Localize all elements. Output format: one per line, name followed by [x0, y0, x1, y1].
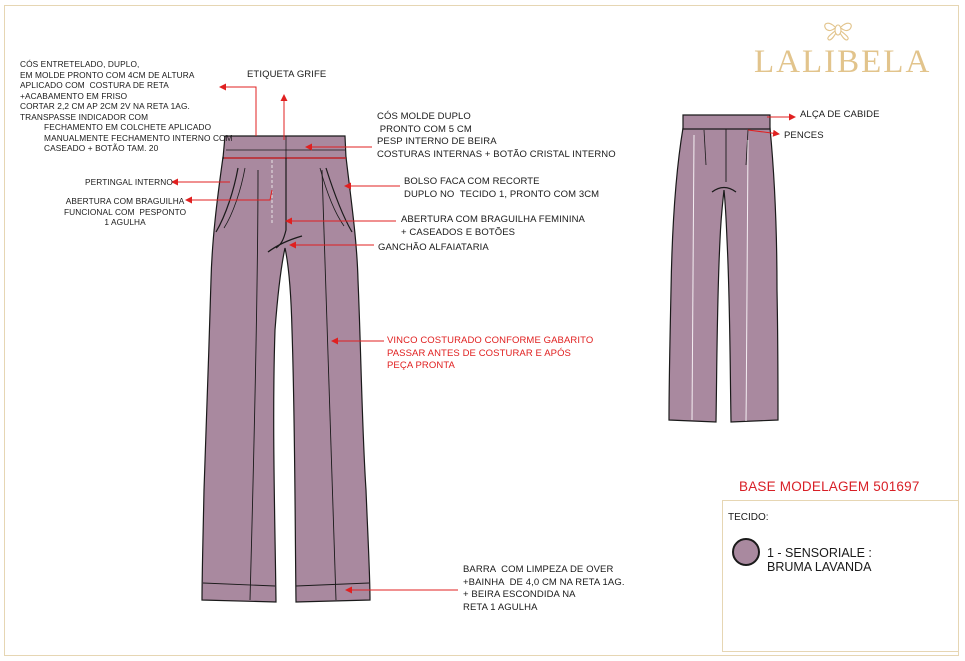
front-pants — [202, 136, 370, 602]
fabric-label: TECIDO: — [728, 512, 769, 523]
annotation-alca-cabide: ALÇA DE CABIDE — [800, 109, 880, 120]
bee-icon — [825, 23, 852, 40]
fabric-box — [722, 500, 959, 652]
back-waistband — [683, 115, 770, 129]
base-modelagem-title: BASE MODELAGEM 501697 — [739, 479, 920, 494]
annotation-pences: PENCES — [784, 130, 824, 141]
back-pants — [669, 115, 778, 422]
back-pants-body — [669, 128, 778, 422]
annotation-etiqueta-grife: ETIQUETA GRIFE — [247, 69, 327, 80]
fabric-name: 1 - SENSORIALE : BRUMA LAVANDA — [767, 546, 872, 574]
annotation-barra: BARRA COM LIMPEZA DE OVER +BAINHA DE 4,0 CM NA RETA 1AG. + BEIRA ESCONDIDA NA RETA 1 AGULHA — [463, 564, 625, 613]
annotation-abertura-braguilha-funcional: ABERTURA COM BRAGUILHA FUNCIONAL COM PESPONTO 1 AGULHA — [64, 196, 187, 227]
annotation-cos-entretelado: CÓS ENTRETELADO, DUPLO, EM MOLDE PRONTO COM 4CM DE ALTURA APLICADO COM COSTURA DE RETA +ACABAMENTO EM FRISO CORTAR 2,2 CM AP 2CM 2V NA RETA 1AG. TRANSPASSE INDICADOR COM FECHAMENTO EM COLCHETE APLICADO MANUALMENTE FECHAMENTO INTERNO COM CASEADO + BOTÃO TAM. 20 — [20, 59, 233, 153]
annotation-pertingal-interno: PERTINGAL INTERNO — [85, 177, 173, 187]
fabric-swatch — [732, 538, 760, 566]
annotation-ganchao: GANCHÃO ALFAIATARIA — [378, 242, 489, 253]
annotation-cos-molde-duplo: CÓS MOLDE DUPLO PRONTO COM 5 CM PESP INTERNO DE BEIRA COSTURAS INTERNAS + BOTÃO CRISTAL INTERNO — [377, 111, 616, 160]
annotation-bolso-faca: BOLSO FACA COM RECORTE DUPLO NO TECIDO 1, PRONTO COM 3CM — [404, 176, 600, 200]
annotation-vinco: VINCO COSTURADO CONFORME GABARITO PASSAR ANTES DE COSTURAR E APÓS PEÇA PRONTA — [387, 335, 594, 371]
brand-logo-text: LALIBELA — [754, 44, 932, 80]
annotation-abertura-braguilha-feminina: ABERTURA COM BRAGUILHA FEMININA + CASEADOS E BOTÕES — [401, 214, 585, 238]
